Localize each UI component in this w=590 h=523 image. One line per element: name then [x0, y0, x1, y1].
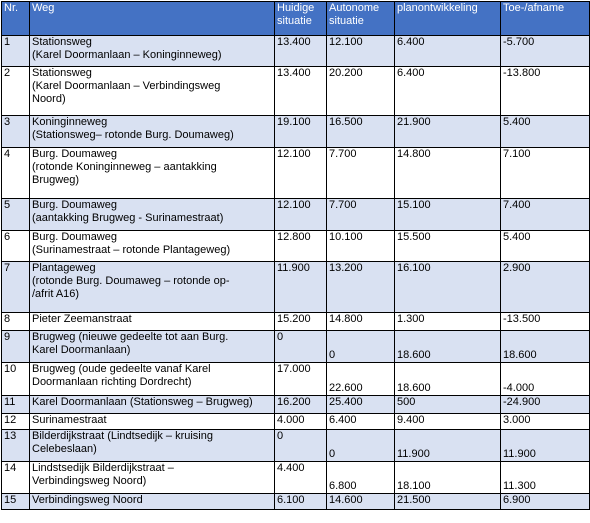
cell-weg: Plantageweg (rotonde Burg. Doumaweg – rotonde op- /afrit A16): [30, 262, 275, 313]
cell-delta: 2.900: [501, 262, 590, 313]
cell-autonoom: 12.100: [327, 36, 395, 67]
table-row: [2, 462, 590, 494]
cell-plan: 18.100: [395, 462, 501, 494]
cell-plan: 6.400: [395, 36, 501, 67]
cell-delta: 7.100: [501, 148, 590, 199]
cell-weg: Lindstsedijk Bilderdijkstraat – Verbindingsweg Noord): [30, 462, 275, 494]
cell-weg: Brugweg (nieuwe gedeelte tot aan Burg. Karel Doormanlaan): [30, 331, 275, 363]
table-row: [2, 148, 590, 199]
cell-plan: 18.600: [395, 363, 501, 396]
cell-huidig: 4.400: [275, 462, 327, 494]
cell-weg: Burg. Doumaweg (aantakking Brugweg - Surinamestraat): [30, 199, 275, 231]
cell-autonoom: 0: [327, 430, 395, 462]
table-row: [2, 363, 590, 396]
cell-huidig: 12.100: [275, 199, 327, 231]
table-row: [2, 262, 590, 313]
cell-delta: -5.700: [501, 36, 590, 67]
cell-weg: Bilderdijkstraat (Lindtsedijk – kruising Celebeslaan): [30, 430, 275, 462]
header-toe-afname: Toe-/afname: [501, 2, 590, 36]
table-row: [2, 494, 590, 510]
header-planontwikkeling: planontwikkeling: [395, 2, 501, 36]
cell-nr: 7: [2, 262, 30, 313]
cell-nr: 15: [2, 494, 30, 510]
table-header: [2, 2, 590, 36]
header-weg: Weg: [30, 2, 275, 36]
cell-nr: 10: [2, 363, 30, 396]
table-row: [2, 313, 590, 331]
table-row: [2, 231, 590, 262]
cell-plan: 18.600: [395, 331, 501, 363]
cell-delta: -4.000: [501, 363, 590, 396]
cell-autonoom: 22.600: [327, 363, 395, 396]
cell-nr: 13: [2, 430, 30, 462]
table-row: [2, 67, 590, 116]
cell-huidig: 17.000: [275, 363, 327, 396]
cell-nr: 11: [2, 396, 30, 414]
table-row: [2, 331, 590, 363]
cell-weg: Burg. Doumaweg (rotonde Koninginneweg – aantakking Brugweg): [30, 148, 275, 199]
cell-autonoom: 14.800: [327, 313, 395, 331]
cell-plan: 15.100: [395, 199, 501, 231]
cell-nr: 5: [2, 199, 30, 231]
cell-nr: 12: [2, 414, 30, 430]
cell-huidig: 15.200: [275, 313, 327, 331]
cell-delta: 7.400: [501, 199, 590, 231]
cell-plan: 1.300: [395, 313, 501, 331]
cell-huidig: 0: [275, 331, 327, 363]
cell-nr: 14: [2, 462, 30, 494]
table-row: [2, 414, 590, 430]
cell-huidig: 0: [275, 430, 327, 462]
cell-autonoom: 7.700: [327, 148, 395, 199]
cell-plan: 15.500: [395, 231, 501, 262]
cell-nr: 4: [2, 148, 30, 199]
cell-weg: Verbindingsweg Noord: [30, 494, 275, 510]
cell-huidig: 16.200: [275, 396, 327, 414]
cell-autonoom: 14.600: [327, 494, 395, 510]
cell-delta: 11.900: [501, 430, 590, 462]
cell-weg: Brugweg (oude gedeelte vanaf Karel Doormanlaan richting Dordrecht): [30, 363, 275, 396]
cell-nr: 3: [2, 116, 30, 148]
cell-huidig: 13.400: [275, 67, 327, 116]
cell-plan: 6.400: [395, 67, 501, 116]
cell-weg: Koninginneweg (Stationsweg– rotonde Burg. Doumaweg): [30, 116, 275, 148]
cell-autonoom: 6.400: [327, 414, 395, 430]
cell-nr: 1: [2, 36, 30, 67]
cell-plan: 14.800: [395, 148, 501, 199]
table-row: [2, 430, 590, 462]
header-nr: Nr.: [2, 2, 30, 36]
cell-weg: Karel Doormanlaan (Stationsweg – Brugweg): [30, 396, 275, 414]
cell-autonoom: 16.500: [327, 116, 395, 148]
cell-autonoom: 20.200: [327, 67, 395, 116]
table-row: [2, 396, 590, 414]
cell-weg: Stationsweg (Karel Doormanlaan – Koninginneweg): [30, 36, 275, 67]
cell-huidig: 4.000: [275, 414, 327, 430]
header-huidige-situatie: Huidige situatie: [275, 2, 327, 36]
cell-nr: 6: [2, 231, 30, 262]
traffic-table: [1, 1, 590, 510]
table-row: [2, 116, 590, 148]
cell-autonoom: 10.100: [327, 231, 395, 262]
cell-delta: 18.600: [501, 331, 590, 363]
cell-delta: -24.900: [501, 396, 590, 414]
cell-huidig: 12.800: [275, 231, 327, 262]
header-autonome-situatie: Autonome situatie: [327, 2, 395, 36]
cell-weg: Burg. Doumaweg (Surinamestraat – rotonde Plantageweg): [30, 231, 275, 262]
cell-huidig: 11.900: [275, 262, 327, 313]
table-row: [2, 199, 590, 231]
cell-delta: 5.400: [501, 116, 590, 148]
cell-autonoom: 7.700: [327, 199, 395, 231]
cell-delta: 5.400: [501, 231, 590, 262]
cell-delta: 3.000: [501, 414, 590, 430]
cell-plan: 21.900: [395, 116, 501, 148]
cell-weg: Stationsweg (Karel Doormanlaan – Verbindingsweg Noord): [30, 67, 275, 116]
cell-huidig: 19.100: [275, 116, 327, 148]
cell-autonoom: 6.800: [327, 462, 395, 494]
cell-nr: 9: [2, 331, 30, 363]
header-row: [2, 2, 590, 36]
cell-nr: 8: [2, 313, 30, 331]
cell-plan: 16.100: [395, 262, 501, 313]
cell-delta: -13.800: [501, 67, 590, 116]
cell-nr: 2: [2, 67, 30, 116]
cell-plan: 500: [395, 396, 501, 414]
cell-huidig: 13.400: [275, 36, 327, 67]
cell-delta: 11.300: [501, 462, 590, 494]
cell-plan: 21.500: [395, 494, 501, 510]
cell-autonoom: 25.400: [327, 396, 395, 414]
cell-delta: -13.500: [501, 313, 590, 331]
cell-autonoom: 0: [327, 331, 395, 363]
cell-huidig: 12.100: [275, 148, 327, 199]
cell-weg: Pieter Zeemanstraat: [30, 313, 275, 331]
cell-delta: 6.900: [501, 494, 590, 510]
cell-weg: Surinamestraat: [30, 414, 275, 430]
cell-autonoom: 13.200: [327, 262, 395, 313]
cell-plan: 11.900: [395, 430, 501, 462]
cell-huidig: 6.100: [275, 494, 327, 510]
table-body: [2, 36, 590, 510]
table-row: [2, 36, 590, 67]
cell-plan: 9.400: [395, 414, 501, 430]
